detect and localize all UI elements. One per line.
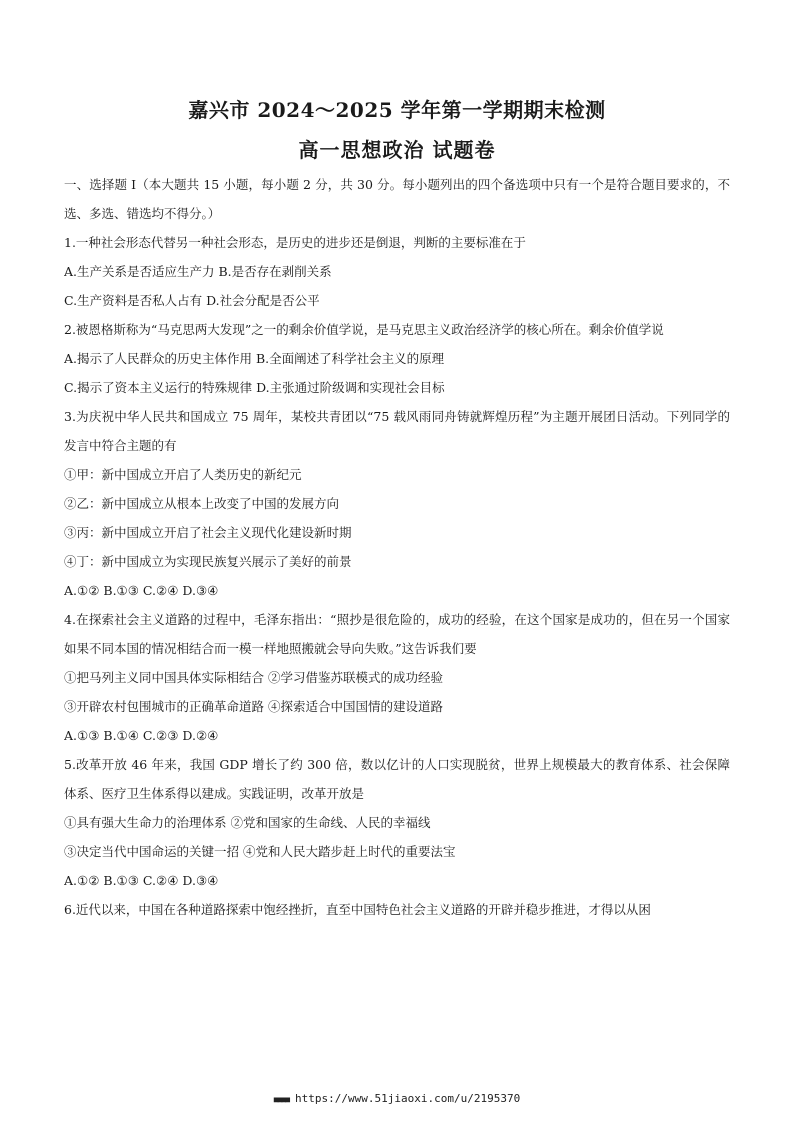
q2-stem: 2.被恩格斯称为“马克思两大发现”之一的剩余价值学说，是马克思主义政治经济学的核心所在。剩余价值学说 <box>64 322 664 337</box>
q4-stem: 4.在探索社会主义道路的过程中，毛泽东指出：“照抄是很危险的，成功的经验，在这个国家是成功的，但在另一个国家如果不同本国的情况相结合而一模一样地照搬就会导向失败。”这告诉我们要 <box>64 612 730 656</box>
q5-stem: 5.改革开放 46 年来，我国 GDP 增长了约 300 倍，数以亿计的人口实现脱贫，世界上规模最大的教育体系、社会保障体系、医疗卫生体系得以建成。实践证明，改革开放是 <box>64 757 730 801</box>
q4-options: A.①③ B.①④ C.②③ D.②④ <box>64 728 219 743</box>
q5-statements-12: ①具有强大生命力的治理体系 ②党和国家的生命线、人民的幸福线 <box>64 815 431 830</box>
q5-statements-34: ③决定当代中国命运的关键一招 ④党和人民大踏步赶上时代的重要法宝 <box>64 844 456 859</box>
q6-stem: 6.近代以来，中国在各种道路探索中饱经挫折，直至中国特色社会主义道路的开辟并稳步推进，才得以从困 <box>64 902 651 917</box>
exam-title: 嘉兴市 2024～2025 学年第一学期期末检测 <box>188 98 606 122</box>
q4-statements-34: ③开辟农村包围城市的正确革命道路 ④探索适合中国国情的建设道路 <box>64 699 443 714</box>
q3-statement-3: ③丙：新中国成立开启了社会主义现代化建设新时期 <box>64 525 352 540</box>
q5-options: A.①② B.①③ C.②④ D.③④ <box>64 873 219 888</box>
q3-statement-1: ①甲：新中国成立开启了人类历史的新纪元 <box>64 467 302 482</box>
q2-options-ab: A.揭示了人民群众的历史主体作用 B.全面阐述了科学社会主义的原理 <box>64 351 445 366</box>
q3-statement-4: ④丁：新中国成立为实现民族复兴展示了美好的前景 <box>64 554 352 569</box>
q3-options: A.①② B.①③ C.②④ D.③④ <box>64 583 219 598</box>
q1-stem: 1.一种社会形态代替另一种社会形态，是历史的进步还是倒退，判断的主要标准在于 <box>64 235 526 250</box>
exam-subtitle: 高一思想政治 试题卷 <box>298 138 496 162</box>
q4-statements-12: ①把马列主义同中国具体实际相结合 ②学习借鉴苏联模式的成功经验 <box>64 670 443 685</box>
q3-stem: 3.为庆祝中华人民共和国成立 75 周年，某校共青团以“75 载风雨同舟铸就辉煌历程”为主题开展团日活动。下列同学的发言中符合主题的有 <box>64 409 730 453</box>
q2-options-cd: C.揭示了资本主义运行的特殊规律 D.主张通过阶级调和实现社会目标 <box>64 380 445 395</box>
site-logo: ■■■■ <box>273 1095 290 1104</box>
q3-statement-2: ②乙：新中国成立从根本上改变了中国的发展方向 <box>64 496 340 511</box>
q1-options-ab: A.生产关系是否适应生产力 B.是否存在剥削关系 <box>64 264 332 279</box>
footer-url[interactable]: https://www.51jiaoxi.com/u/2195370 <box>295 1092 521 1105</box>
exam-body <box>64 170 730 924</box>
section-instructions: 一、选择题 I（本大题共 15 小题，每小题 2 分，共 30 分。每小题列出的四个备选项中只有一个是符合题目要求的，不选、多选、错选均不得分。） <box>64 177 730 221</box>
footer <box>0 1092 794 1105</box>
q1-options-cd: C.生产资料是否私人占有 D.社会分配是否公平 <box>64 293 320 308</box>
